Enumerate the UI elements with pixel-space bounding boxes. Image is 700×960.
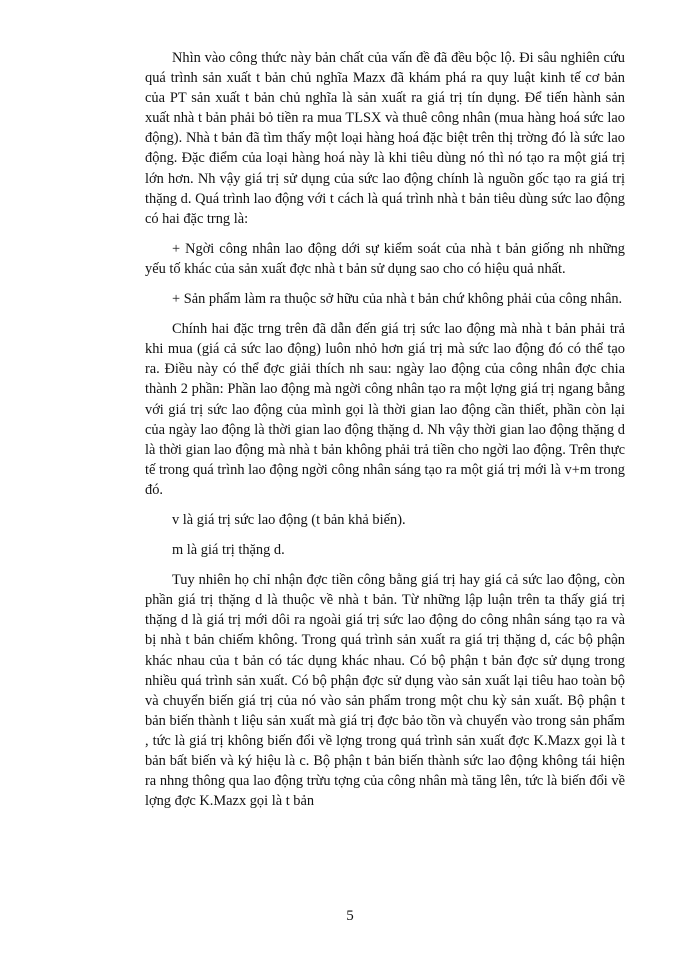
page-body — [145, 48, 625, 821]
paragraph-capital: Tuy nhiên họ chỉ nhận đợc tiền công bằng giá trị hay giá cả sức lao động, còn phần giá trị thặng d là thuộc về nhà t bản. Từ những lập luận trên ta thấy giá trị thặng d là giá trị mới dôi ra ngoài giá trị sức lao động do công nhân sáng tạo ra và bị nhà t bản chiếm không. Trong quá trình sản xuất ra giá trị thặng d, các bộ phận khác nhau của t bản có tác dụng khác nhau. Có bộ phận t bản đợc sử dụng trong nhiều quá trình sản xuất. Có bộ phận đợc sử dụng vào sản xuất lại tiêu hao toàn bộ và chuyển biến giá trị của nó vào sản phẩm trong một chu kỳ sản xuất. Bộ phận t bản biến thành t liệu sản xuất mà giá trị đợc bảo tồn và chuyển vào trong sản phẩm , tức là giá trị không biến đổi về lợng trong quá trình sản xuất đợc K.Mazx gọi là t bản bất biến và ký hiệu là c. Bộ phận t bản biến thành sức lao động không tái hiện ra nhng thông qua lao động trừu tợng của công nhân mà tăng lên, tức là biến đổi về lợng đợc K.Mazx gọi là t bản — [145, 572, 625, 810]
page-number: 5 — [346, 908, 354, 924]
paragraph-trait-1: + Ngời công nhân lao động dới sự kiểm soát của nhà t bản giống nh những yếu tố khác của sản xuất đợc nhà t bản sử dụng sao cho có hiệu quả nhất. — [145, 240, 625, 277]
paragraph-explanation: Chính hai đặc trng trên đã dẫn đến giá trị sức lao động mà nhà t bản phải trả khi mua (giá cả sức lao động) luôn nhỏ hơn giá trị mà sức lao động đó có thể tạo ra. Điều này có thể đợc giải thích nh sau: ngày lao động của công nhân đợc chia thành 2 phần: Phần lao động mà ngời công nhân tạo ra một lợng giá trị ngang bằng với giá trị sức lao động của mình gọi là thời gian lao động cần thiết, phần còn lại của ngày lao động là thời gian lao động thặng d. Nh vậy thời gian lao động thặng d là thời gian lao động mà nhà t bản không phải trả tiền cho ngời lao động. Trên thực tế trong quá trình lao động ngời công nhân sáng tạo ra một giá trị mới là v+m trong đó. — [145, 321, 625, 498]
paragraph-m-definition: m là giá trị thặng d. — [172, 542, 285, 559]
paragraph-intro: Nhìn vào công thức này bản chất của vấn đề đã đều bộc lộ. Đi sâu nghiên cứu quá trình sản xuất t bản chủ nghĩa Mazx đã khám phá ra quy luật kinh tế cơ bản của PT sản xuất t bản chủ nghĩa là sản xuất ra giá trị tín dụng. Để tiến hành sản xuất nhà t bản phải bỏ tiền ra mua TLSX và thuê công nhân (mua hàng hoá sức lao động). Nhà t bản đã tìm thấy một loại hàng hoá đặc biệt trên thị trờng đó là sức lao động. Đặc điểm của loại hàng hoá này là khi tiêu dùng nó thì nó tạo ra một giá trị lớn hơn. Nh vậy giá trị sử dụng của sức lao động chính là nguồn gốc tạo ra giá trị thặng d. Quá trình lao động với t cách là quá trình nhà t bản tiêu dùng sức lao động có hai đặc trng là: — [145, 50, 625, 227]
paragraph-trait-2: + Sản phẩm làm ra thuộc sở hữu của nhà t bản chứ không phải của công nhân. — [172, 291, 623, 308]
paragraph-v-definition: v là giá trị sức lao động (t bản khả biến). — [172, 511, 406, 528]
